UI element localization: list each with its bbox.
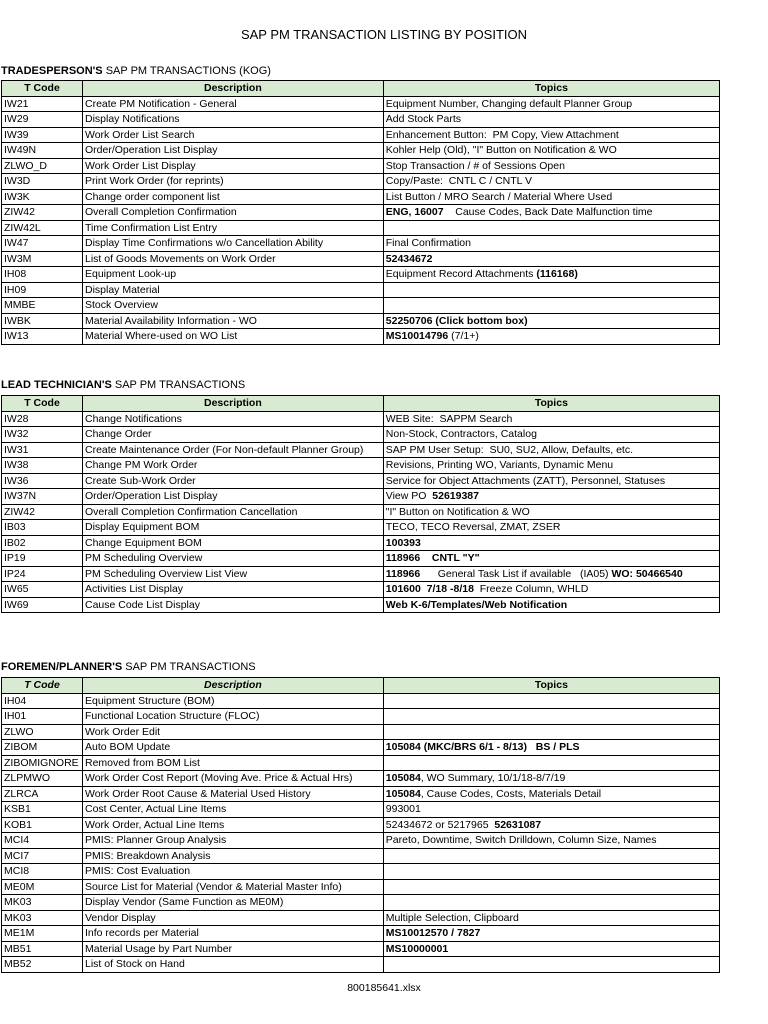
topics-cell <box>383 709 719 725</box>
topic-text: "I" Button on Notification & WO <box>385 505 530 518</box>
topic-text: Stop Transaction / # of Sessions Open <box>385 159 565 172</box>
description-cell: PM Scheduling Overview <box>83 551 384 567</box>
tcode-cell: IW32 <box>2 427 83 443</box>
section-title-tradesperson <box>1 65 271 77</box>
description-cell: Display Equipment BOM <box>83 520 384 536</box>
page-title: SAP PM TRANSACTION LISTING BY POSITION <box>240 27 528 42</box>
topics-cell <box>383 282 719 298</box>
description-cell: Display Notifications <box>83 112 384 128</box>
description-cell: PMIS: Cost Evaluation <box>83 864 384 880</box>
table-header-row <box>2 678 720 694</box>
col-header-tcode: T Code <box>2 678 83 694</box>
table-row <box>2 833 720 849</box>
topic-text: Freeze Column, WHLD <box>473 583 589 596</box>
topics-cell <box>383 504 719 520</box>
topic-bold: (116168) <box>536 268 578 281</box>
tcode-cell: ZLWO <box>2 724 83 740</box>
tcode-cell: IH09 <box>2 282 83 298</box>
topics-cell <box>383 96 719 112</box>
topics-cell <box>383 535 719 551</box>
topic-text: Multiple Selection, Clipboard <box>385 911 519 924</box>
topic-text: TECO, TECO Reversal, ZMAT, ZSER <box>385 521 561 534</box>
col-header-description: Description <box>83 678 384 694</box>
description-cell: List of Stock on Hand <box>83 957 384 973</box>
table-row <box>2 411 720 427</box>
topic-bold: 100393 <box>385 536 421 549</box>
topic-text: 52434672 or 5217965 <box>385 818 495 831</box>
topics-cell <box>383 298 719 314</box>
description-cell: Work Order, Actual Line Items <box>83 817 384 833</box>
topic-text: (7/1+) <box>448 330 479 343</box>
table-row <box>2 926 720 942</box>
topics-cell <box>383 427 719 443</box>
topic-text: Add Stock Parts <box>385 113 462 126</box>
topic-text: View PO <box>385 490 433 503</box>
tcode-cell: IW39 <box>2 127 83 143</box>
description-cell: List of Goods Movements on Work Order <box>83 251 384 267</box>
col-header-topics: Topics <box>383 81 719 97</box>
table-row <box>2 582 720 598</box>
tcode-cell: IH04 <box>2 693 83 709</box>
topic-text: Enhancement Button: PM Copy, View Attachment <box>385 128 619 141</box>
tcode-cell: IP19 <box>2 551 83 567</box>
section-title-bold: TRADESPERSON'S <box>1 65 103 77</box>
topics-cell <box>383 724 719 740</box>
topics-cell <box>383 895 719 911</box>
description-cell: Work Order Root Cause & Material Used History <box>83 786 384 802</box>
topic-text: Equipment Number, Changing default Planner Group <box>385 97 633 110</box>
description-cell: Stock Overview <box>83 298 384 314</box>
topics-cell <box>383 957 719 973</box>
section-title-bold: LEAD TECHNICIAN'S <box>1 379 112 391</box>
topic-text: 993001 <box>385 803 421 816</box>
tcode-cell: ZLPMWO <box>2 771 83 787</box>
topics-cell <box>383 458 719 474</box>
description-cell: Change Equipment BOM <box>83 535 384 551</box>
table-row <box>2 709 720 725</box>
topics-cell <box>383 127 719 143</box>
tcode-cell: IW3D <box>2 174 83 190</box>
table-row <box>2 174 720 190</box>
description-cell: Overall Completion Confirmation <box>83 205 384 221</box>
topic-bold: 52250706 (Click bottom box) <box>385 314 528 327</box>
tcode-cell: IWBK <box>2 313 83 329</box>
description-cell: Create Sub-Work Order <box>83 473 384 489</box>
tcode-cell: ME1M <box>2 926 83 942</box>
topics-cell <box>383 941 719 957</box>
topic-bold: Web K-6/Templates/Web Notification <box>385 598 568 611</box>
topic-bold: MS10014796 <box>385 330 449 343</box>
tcode-cell: ME0M <box>2 879 83 895</box>
tcode-cell: IW31 <box>2 442 83 458</box>
topics-cell <box>383 143 719 159</box>
table-row <box>2 298 720 314</box>
description-cell: Create PM Notification - General <box>83 96 384 112</box>
topics-cell <box>383 158 719 174</box>
table-row <box>2 957 720 973</box>
description-cell: Removed from BOM List <box>83 755 384 771</box>
topic-text: Kohler Help (Old), "I" Button on Notification & WO <box>385 144 617 157</box>
description-cell: Print Work Order (for reprints) <box>83 174 384 190</box>
topics-cell <box>383 848 719 864</box>
description-cell: Work Order List Search <box>83 127 384 143</box>
topic-bold: 105084 <box>385 772 421 785</box>
topic-bold: WO: 50466540 <box>611 567 683 580</box>
topics-cell <box>383 771 719 787</box>
description-cell: PMIS: Breakdown Analysis <box>83 848 384 864</box>
description-cell: Display Time Confirmations w/o Cancellation Ability <box>83 236 384 252</box>
topic-bold: 52619387 <box>432 490 479 503</box>
topic-bold: ENG, 16007 <box>385 206 444 219</box>
tcode-cell: IW69 <box>2 597 83 613</box>
table-row <box>2 442 720 458</box>
topics-cell <box>383 817 719 833</box>
tcode-cell: IW3M <box>2 251 83 267</box>
table-row <box>2 458 720 474</box>
description-cell: Info records per Material <box>83 926 384 942</box>
tcode-cell: ZLWO_D <box>2 158 83 174</box>
description-cell: Work Order Edit <box>83 724 384 740</box>
topic-bold: 105084 <box>385 787 421 800</box>
description-cell: Order/Operation List Display <box>83 489 384 505</box>
description-cell: Cause Code List Display <box>83 597 384 613</box>
description-cell: Order/Operation List Display <box>83 143 384 159</box>
table-row <box>2 910 720 926</box>
table-row <box>2 597 720 613</box>
table-row <box>2 158 720 174</box>
description-cell: Activities List Display <box>83 582 384 598</box>
tcode-cell: IB03 <box>2 520 83 536</box>
table-row <box>2 127 720 143</box>
topics-cell <box>383 442 719 458</box>
table-row <box>2 489 720 505</box>
lead-technician-table <box>1 395 720 613</box>
topics-cell <box>383 174 719 190</box>
tcode-cell: IW29 <box>2 112 83 128</box>
table-header-row <box>2 396 720 412</box>
tcode-cell: IP24 <box>2 566 83 582</box>
tcode-cell: ZIW42 <box>2 205 83 221</box>
topic-text: General Task List if available (IA05) <box>420 567 612 580</box>
description-cell: Auto BOM Update <box>83 740 384 756</box>
topic-bold: 105084 (MKC/BRS 6/1 - 8/13) BS / PLS <box>385 741 580 754</box>
tcode-cell: IW21 <box>2 96 83 112</box>
table-row <box>2 755 720 771</box>
tcode-cell: IB02 <box>2 535 83 551</box>
description-cell: Work Order Cost Report (Moving Ave. Price & Actual Hrs) <box>83 771 384 787</box>
topic-text: Non-Stock, Contractors, Catalog <box>385 428 537 441</box>
topic-bold: 118966 <box>385 567 421 580</box>
tcode-cell: ZIBOMIGNORE <box>2 755 83 771</box>
topics-cell <box>383 473 719 489</box>
topics-cell <box>383 693 719 709</box>
description-cell: Equipment Look-up <box>83 267 384 283</box>
tcode-cell: MK03 <box>2 910 83 926</box>
topic-text: Equipment Record Attachments <box>385 268 537 281</box>
tcode-cell: ZLRCA <box>2 786 83 802</box>
table-row <box>2 724 720 740</box>
description-cell: PMIS: Planner Group Analysis <box>83 833 384 849</box>
tcode-cell: KOB1 <box>2 817 83 833</box>
topic-text: Pareto, Downtime, Switch Drilldown, Column Size, Names <box>385 834 657 847</box>
topics-cell <box>383 205 719 221</box>
tcode-cell: ZIBOM <box>2 740 83 756</box>
col-header-tcode: T Code <box>2 396 83 412</box>
col-header-description: Description <box>83 396 384 412</box>
foremen-planner-table <box>1 677 720 973</box>
tcode-cell: IH01 <box>2 709 83 725</box>
topic-bold: 101600 7/18 -8/18 <box>385 583 474 596</box>
section-title-rest: SAP PM TRANSACTIONS <box>122 661 256 673</box>
section-title-foremen-planner <box>1 661 256 673</box>
tcode-cell: KSB1 <box>2 802 83 818</box>
description-cell: Change order component list <box>83 189 384 205</box>
description-cell: Functional Location Structure (FLOC) <box>83 709 384 725</box>
description-cell: Material Availability Information - WO <box>83 313 384 329</box>
topic-text: WEB Site: SAPPM Search <box>385 412 513 425</box>
table-row <box>2 941 720 957</box>
topics-cell <box>383 112 719 128</box>
table-row <box>2 189 720 205</box>
table-row <box>2 520 720 536</box>
topic-text: , WO Summary, 10/1/18-8/7/19 <box>420 772 566 785</box>
table-row <box>2 535 720 551</box>
topics-cell <box>383 189 719 205</box>
table-row <box>2 817 720 833</box>
description-cell: Vendor Display <box>83 910 384 926</box>
tcode-cell: MCI8 <box>2 864 83 880</box>
tcode-cell: IW36 <box>2 473 83 489</box>
tcode-cell: IW38 <box>2 458 83 474</box>
topic-text: , Cause Codes, Costs, Materials Detail <box>420 787 602 800</box>
topics-cell <box>383 879 719 895</box>
table-row <box>2 220 720 236</box>
section-title-rest: SAP PM TRANSACTIONS <box>111 379 246 391</box>
description-cell: Change Order <box>83 427 384 443</box>
topic-text: Revisions, Printing WO, Variants, Dynamic Menu <box>385 459 614 472</box>
topic-text: Cause Codes, Back Date Malfunction time <box>443 206 653 219</box>
table-row <box>2 473 720 489</box>
tcode-cell: ZIW42 <box>2 504 83 520</box>
description-cell: Cost Center, Actual Line Items <box>83 802 384 818</box>
col-header-topics: Topics <box>383 678 719 694</box>
table-row <box>2 895 720 911</box>
topic-text: Service for Object Attachments (ZATT), Personnel, Statuses <box>385 474 666 487</box>
description-cell: Equipment Structure (BOM) <box>83 693 384 709</box>
table-row <box>2 848 720 864</box>
topic-text: Copy/Paste: CNTL C / CNTL V <box>385 175 533 188</box>
topics-cell <box>383 802 719 818</box>
description-cell: Display Vendor (Same Function as ME0M) <box>83 895 384 911</box>
topic-bold: 52434672 <box>385 252 433 265</box>
topics-cell <box>383 786 719 802</box>
table-row <box>2 282 720 298</box>
topic-bold: MS10000001 <box>385 942 449 955</box>
description-cell: Source List for Material (Vendor & Material Master Info) <box>83 879 384 895</box>
description-cell: Material Usage by Part Number <box>83 941 384 957</box>
table-row <box>2 504 720 520</box>
table-row <box>2 251 720 267</box>
tcode-cell: IW28 <box>2 411 83 427</box>
section-title-bold: FOREMEN/PLANNER'S <box>1 661 123 673</box>
table-row <box>2 313 720 329</box>
description-cell: Work Order List Display <box>83 158 384 174</box>
tcode-cell: IW3K <box>2 189 83 205</box>
table-row <box>2 329 720 345</box>
topics-cell <box>383 755 719 771</box>
table-row <box>2 112 720 128</box>
table-row <box>2 786 720 802</box>
topics-cell <box>383 926 719 942</box>
tcode-cell: ZIW42L <box>2 220 83 236</box>
table-row <box>2 693 720 709</box>
topic-bold: 52631087 <box>494 818 542 831</box>
topic-text: SAP PM User Setup: SU0, SU2, Allow, Defaults, etc. <box>385 443 634 456</box>
topics-cell <box>383 489 719 505</box>
topics-cell <box>383 267 719 283</box>
description-cell: Time Confirmation List Entry <box>83 220 384 236</box>
footer-filename: 800185641.xlsx <box>347 982 421 994</box>
description-cell: Change PM Work Order <box>83 458 384 474</box>
topics-cell <box>383 582 719 598</box>
topic-text: List Button / MRO Search / Material Where Used <box>385 190 613 203</box>
description-cell: Create Maintenance Order (For Non-default Planner Group) <box>83 442 384 458</box>
table-row <box>2 267 720 283</box>
table-row <box>2 427 720 443</box>
table-row <box>2 864 720 880</box>
topics-cell <box>383 411 719 427</box>
topics-cell <box>383 910 719 926</box>
topics-cell <box>383 520 719 536</box>
topics-cell <box>383 220 719 236</box>
tcode-cell: IW47 <box>2 236 83 252</box>
topics-cell <box>383 597 719 613</box>
tcode-cell: IW65 <box>2 582 83 598</box>
description-cell: Change Notifications <box>83 411 384 427</box>
table-row <box>2 802 720 818</box>
table-header-row <box>2 81 720 97</box>
topics-cell <box>383 551 719 567</box>
tcode-cell: MB51 <box>2 941 83 957</box>
section-title-rest: SAP PM TRANSACTIONS (KOG) <box>102 65 271 77</box>
topics-cell <box>383 566 719 582</box>
table-row <box>2 566 720 582</box>
table-row <box>2 205 720 221</box>
description-cell: Display Material <box>83 282 384 298</box>
description-cell: PM Scheduling Overview List View <box>83 566 384 582</box>
topics-cell <box>383 236 719 252</box>
table-row <box>2 771 720 787</box>
tcode-cell: MCI7 <box>2 848 83 864</box>
topics-cell <box>383 313 719 329</box>
description-cell: Overall Completion Confirmation Cancellation <box>83 504 384 520</box>
topic-bold: MS10012570 / 7827 <box>385 927 481 940</box>
table-row <box>2 879 720 895</box>
table-row <box>2 740 720 756</box>
table-row <box>2 551 720 567</box>
topics-cell <box>383 864 719 880</box>
tcode-cell: IW49N <box>2 143 83 159</box>
topic-text: Final Confirmation <box>385 237 471 250</box>
tcode-cell: MCI4 <box>2 833 83 849</box>
col-header-topics: Topics <box>383 396 719 412</box>
topic-bold: 118966 CNTL "Y" <box>385 552 480 565</box>
table-row <box>2 236 720 252</box>
tradesperson-table <box>1 80 720 345</box>
topics-cell <box>383 251 719 267</box>
tcode-cell: IW37N <box>2 489 83 505</box>
topics-cell <box>383 329 719 345</box>
table-row <box>2 96 720 112</box>
tcode-cell: MMBE <box>2 298 83 314</box>
section-title-lead-technician <box>1 379 245 391</box>
topics-cell <box>383 740 719 756</box>
table-row <box>2 143 720 159</box>
topics-cell <box>383 833 719 849</box>
col-header-description: Description <box>83 81 384 97</box>
description-cell: Material Where-used on WO List <box>83 329 384 345</box>
tcode-cell: MK03 <box>2 895 83 911</box>
tcode-cell: IH08 <box>2 267 83 283</box>
tcode-cell: MB52 <box>2 957 83 973</box>
tcode-cell: IW13 <box>2 329 83 345</box>
col-header-tcode: T Code <box>2 81 83 97</box>
